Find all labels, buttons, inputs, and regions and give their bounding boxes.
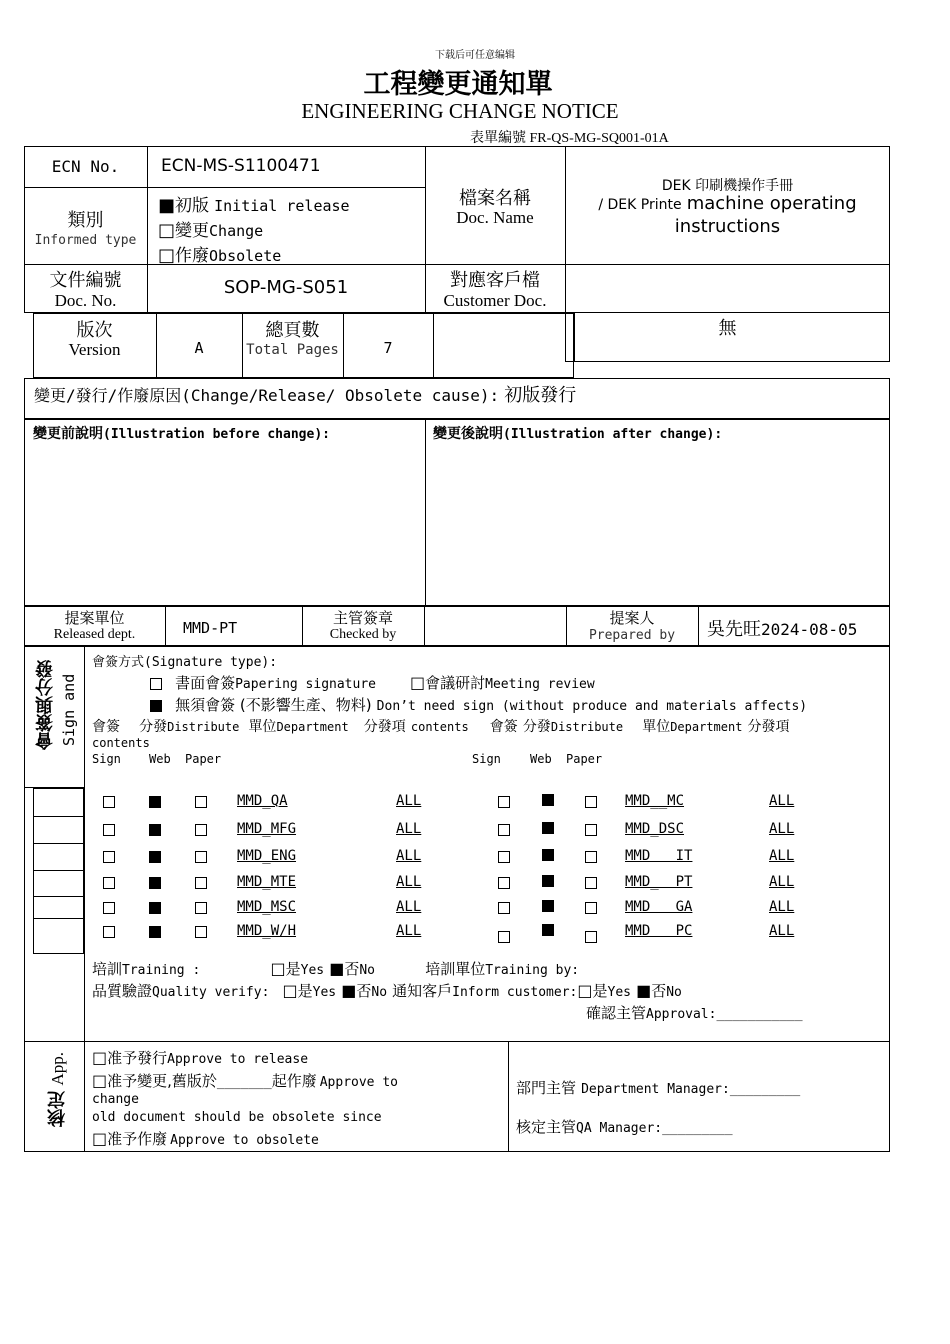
distribution-side-label-en: Sign and <box>60 673 78 746</box>
dept-name: MMD_ PT <box>625 874 693 890</box>
dept-name: MMD GA <box>625 899 693 915</box>
docname-line3: instructions <box>674 216 781 237</box>
dist-row <box>498 848 818 868</box>
dist-content: ALL <box>396 899 422 915</box>
col-head-sign-right: Sign <box>472 752 501 766</box>
web-checkbox[interactable] <box>149 926 161 938</box>
web-checkbox[interactable] <box>542 924 554 936</box>
training-no-option[interactable]: ■否No <box>329 959 375 978</box>
type-option-initial[interactable]: ■初版 Initial release <box>158 195 350 216</box>
sign-checkbox[interactable] <box>103 796 115 808</box>
col-head-paper-left: Paper <box>185 752 222 766</box>
dist-row <box>103 821 443 841</box>
dept-name: MMD_W/H <box>237 923 297 939</box>
quality-line: 品質驗證Quality verify: □是Yes ■否No 通知客戶Inform customer:□是Yes ■否No <box>92 981 682 1000</box>
col-head-web-right: Web <box>530 752 552 766</box>
approve-option-change[interactable]: □准予變更,舊版於_______起作廢 Approve to <box>92 1071 398 1090</box>
dist-row <box>103 899 443 919</box>
version-value: A <box>194 339 204 357</box>
web-checkbox[interactable] <box>149 902 161 914</box>
dist-content: ALL <box>396 923 422 939</box>
sign-checkbox[interactable] <box>103 824 115 836</box>
sign-checkbox[interactable] <box>498 824 510 836</box>
col-head-sign-left: Sign <box>92 752 121 766</box>
custdoc-value-cell <box>565 264 890 362</box>
cause-text: 變更/發行/作廢原因(Change/Release/ Obsolete cause): 初版發行 <box>34 385 577 406</box>
dept-name: MMD_MSC <box>237 899 297 915</box>
col-head-web-left: Web <box>149 752 171 766</box>
web-checkbox[interactable] <box>149 877 161 889</box>
dept-name: MMD_QA <box>237 793 288 809</box>
type-label-en: Informed type <box>34 233 137 248</box>
type-options <box>158 191 350 266</box>
paper-checkbox[interactable] <box>585 902 597 914</box>
paper-checkbox[interactable] <box>585 931 597 943</box>
after-change-label: 變更後說明(Illustration after change): <box>433 426 723 442</box>
version-label-en: Version <box>68 340 121 359</box>
sign-checkbox[interactable] <box>498 851 510 863</box>
sign-checkbox[interactable] <box>498 902 510 914</box>
paper-checkbox[interactable] <box>585 851 597 863</box>
dist-row <box>103 874 443 894</box>
sign-checkbox[interactable] <box>103 877 115 889</box>
type-option-change[interactable]: □變更Change <box>158 220 264 241</box>
approve-side-label: 核定 App. <box>47 1052 68 1127</box>
sign-checkbox[interactable] <box>103 902 115 914</box>
training-yes-option[interactable]: □是Yes <box>270 959 325 978</box>
before-change-label: 變更前說明(Illustration before change): <box>33 426 330 442</box>
web-checkbox[interactable] <box>542 900 554 912</box>
type-label-zh: 類別 <box>67 210 104 231</box>
type-option-obsolete[interactable]: □作廢Obsolete <box>158 245 282 266</box>
inform-yes-option[interactable]: □是Yes <box>577 981 631 1000</box>
dept-name: MMD__MC <box>625 793 685 809</box>
paper-sig-checkbox[interactable] <box>150 678 162 690</box>
docname-label-en: Doc. Name <box>456 208 534 227</box>
distribution-header-wrap: contents <box>92 736 150 750</box>
dept-name: MMD_DSC <box>625 821 685 837</box>
sign-checkbox[interactable] <box>498 796 510 808</box>
approval-line: 確認主管Approval:___________ <box>586 1004 803 1022</box>
paper-checkbox[interactable] <box>585 877 597 889</box>
approve-change-text-2: change <box>92 1092 139 1107</box>
web-checkbox[interactable] <box>542 794 554 806</box>
sign-checkbox[interactable] <box>498 931 510 943</box>
docname-line1: DEK 印刷機操作手冊 <box>661 178 794 194</box>
version-label-zh: 版次 <box>76 320 113 341</box>
paper-checkbox[interactable] <box>195 796 207 808</box>
paper-checkbox[interactable] <box>195 926 207 938</box>
dept-name: MMD_ENG <box>237 848 297 864</box>
checked-label-zh: 主管簽章 <box>332 609 393 627</box>
web-checkbox[interactable] <box>149 796 161 808</box>
prepared-label-en: Prepared by <box>588 628 676 643</box>
dist-content: ALL <box>396 793 422 809</box>
dist-row <box>498 923 818 943</box>
form-title-zh: 工程變更通知單 <box>363 69 553 100</box>
web-checkbox[interactable] <box>542 875 554 887</box>
paper-checkbox[interactable] <box>195 877 207 889</box>
dist-content: ALL <box>769 793 795 809</box>
distribution-header: 會簽 分發Distribute 單位Department 分發項 contents 會簽 分發Distribute 單位Department 分發項 <box>92 719 790 735</box>
training-line: 培訓Training : □是Yes ■否No 培訓單位Training by: <box>92 959 580 978</box>
quality-yes-option[interactable]: □是Yes <box>282 981 337 1000</box>
custdoc-label-zh: 對應客戶檔 <box>450 270 540 291</box>
paper-checkbox[interactable] <box>195 902 207 914</box>
web-checkbox[interactable] <box>149 851 161 863</box>
dist-row <box>498 899 818 919</box>
paper-checkbox[interactable] <box>195 851 207 863</box>
paper-checkbox[interactable] <box>585 796 597 808</box>
sign-checkbox[interactable] <box>498 877 510 889</box>
web-checkbox[interactable] <box>542 822 554 834</box>
approve-change-text-3: old document should be obsolete since <box>92 1110 382 1125</box>
prepared-value: 吳先旺2024-08-05 <box>707 619 858 640</box>
signature-type-label: 會簽方式(Signature type): <box>92 655 278 670</box>
form-number: 表單編號 FR-QS-MG-SQ001-01A <box>470 131 669 146</box>
dept-name: MMD_MFG <box>237 821 297 837</box>
inform-no-option[interactable]: ■否No <box>636 981 682 1000</box>
docno-value: SOP-MG-S051 <box>223 277 349 298</box>
approve-option-release[interactable]: □准予發行Approve to release <box>92 1048 309 1067</box>
signature-option-none[interactable]: 無須會簽 (不影響生產、物料) Don’t need sign (without produce and materials affects) <box>150 694 807 715</box>
dist-content: ALL <box>396 821 422 837</box>
paper-checkbox[interactable] <box>585 824 597 836</box>
form-title-en: ENGINEERING CHANGE NOTICE <box>301 99 619 123</box>
dist-row <box>103 923 443 943</box>
dept-name: MMD PC <box>625 923 693 939</box>
quality-no-option[interactable]: ■否No <box>341 981 388 1000</box>
released-label-en: Released dept. <box>53 627 136 642</box>
dist-content: ALL <box>396 874 422 890</box>
web-checkbox[interactable] <box>542 849 554 861</box>
checked-label-en: Checked by <box>329 627 397 642</box>
dist-content: ALL <box>769 821 795 837</box>
web-checkbox[interactable] <box>149 824 161 836</box>
dist-row <box>498 821 818 841</box>
no-sign-checkbox[interactable] <box>150 700 162 712</box>
custdoc-value: 無 <box>718 318 737 339</box>
dist-row <box>103 848 443 868</box>
dept-manager-line: 部門主管 Department Manager:_________ <box>516 1079 801 1097</box>
signature-option-paper[interactable]: 書面會簽Papering signature <box>150 672 376 693</box>
paper-checkbox[interactable] <box>195 824 207 836</box>
dist-content: ALL <box>396 848 422 864</box>
released-label-zh: 提案單位 <box>64 609 125 627</box>
docno-label-en: Doc. No. <box>54 291 117 310</box>
released-value: MMD-PT <box>183 619 238 637</box>
pages-label-en: Total Pages <box>246 342 339 358</box>
dist-row <box>498 874 818 894</box>
distribution-side-label-zh: 會簽與分發 <box>35 660 56 750</box>
docname-line2: / DEK Printe machine operating <box>598 193 857 214</box>
top-note: 下载后可任意编辑 <box>435 50 515 61</box>
qa-manager-line: 核定主管QA Manager:_________ <box>516 1118 733 1136</box>
pages-label-zh: 總頁數 <box>265 320 320 341</box>
dist-content: ALL <box>769 923 795 939</box>
approve-option-obsolete[interactable]: □准予作廢 Approve to obsolete <box>92 1129 319 1148</box>
docno-label-zh: 文件編號 <box>49 270 122 291</box>
dept-name: MMD_MTE <box>237 874 297 890</box>
col-head-paper-right: Paper <box>566 752 603 766</box>
docname-label-zh: 檔案名稱 <box>459 188 531 209</box>
dept-name: MMD IT <box>625 848 693 864</box>
dist-row <box>103 793 443 813</box>
sign-checkbox[interactable] <box>103 926 115 938</box>
dist-content: ALL <box>769 899 795 915</box>
ecn-value[interactable]: ECN-MS-S1100471 <box>161 156 321 176</box>
pages-value: 7 <box>383 339 393 357</box>
dist-row <box>498 793 818 813</box>
sign-checkbox[interactable] <box>103 851 115 863</box>
custdoc-label-en: Customer Doc. <box>443 291 547 310</box>
ecn-label: ECN No. <box>51 157 120 176</box>
dist-content: ALL <box>769 874 795 890</box>
signature-option-meeting[interactable]: □會議研討Meeting review <box>410 673 595 692</box>
illustration-block <box>24 419 890 606</box>
dist-content: ALL <box>769 848 795 864</box>
prepared-label-zh: 提案人 <box>609 609 655 627</box>
